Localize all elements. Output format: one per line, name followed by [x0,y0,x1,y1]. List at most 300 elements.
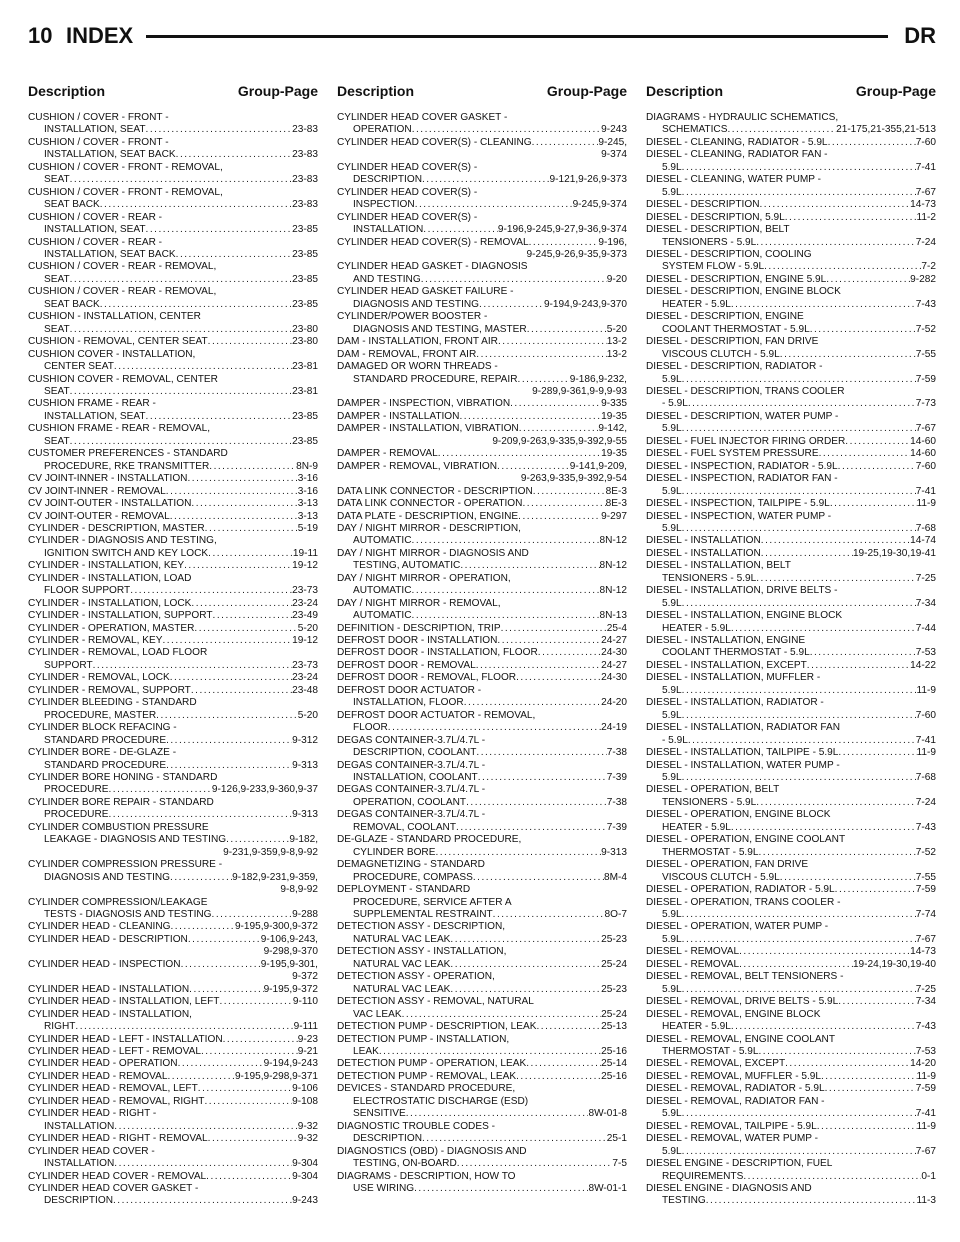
entry-text: LEAK [353,1045,379,1057]
entry-line [28,137,318,149]
dot-leader [422,174,550,186]
entry-page: 13-2 [606,348,627,360]
index-entry [28,162,318,187]
dot-leader [450,934,601,946]
entry-page: 7-53 [915,647,936,659]
entry-line [337,897,627,909]
dot-leader [189,984,263,996]
entry-text: CV JOINT-INNER - REMOVAL [28,485,166,497]
dot-leader [146,224,293,236]
entry-line [28,237,318,249]
index-column-1 [28,78,318,1208]
entry-page: 9-195,9-301, [260,958,318,970]
entry-page: 14-20 [910,1058,936,1070]
dot-leader [682,772,916,784]
entry-line [28,249,318,261]
entry-line [337,212,627,224]
entry-page: 7-41 [915,734,936,746]
entry-text: DIESEL - CLEANING, RADIATOR FAN - [646,149,828,161]
entry-line [28,585,318,597]
index-entry [337,635,627,647]
dot-leader [205,523,298,535]
entry-line [337,1096,627,1108]
entry-line [337,822,627,834]
entry-text: DATA PLATE - DESCRIPTION, ENGINE [337,510,519,522]
dot-leader [838,996,916,1008]
entry-page: 9-142, [598,423,627,435]
entry-text: CYLINDER COMBUSTION PRESSURE [28,821,209,833]
entry-text: 5.9L [662,1145,682,1157]
index-entry [646,224,936,249]
entry-line [646,585,936,597]
entry-text: CYLINDER - INSTALLATION, KEY [28,560,185,572]
entry-page: 7-44 [915,622,936,634]
entry-text: SEAT BACK [44,298,100,310]
entry-page: 11-9 [916,498,936,510]
entry-line [337,747,627,759]
entry-page: 24-30 [601,647,627,659]
index-entry [646,461,936,473]
entry-line [28,1195,318,1207]
entry-line [646,274,936,286]
entry-line [28,274,318,286]
entry-page: 9-106 [292,1083,318,1095]
entry-text: SEAT [44,323,70,335]
index-column-2 [337,78,627,1195]
entry-line [28,747,318,759]
entry-page: 7-38 [606,747,627,759]
index-entry [646,361,936,386]
entry-text: CYLINDER HEAD COVER - REMOVAL [28,1170,207,1182]
entry-page: 8E-3 [605,485,627,497]
column-header [646,78,936,104]
entry-text: DESCRIPTION, COOLANT [353,747,477,759]
entry-line [28,124,318,136]
entry-page: 5-20 [297,709,318,721]
entry-page: 9-243 [292,1195,318,1207]
entry-line [646,959,936,971]
entry-text: AUTOMATIC [353,585,412,597]
dot-leader [226,834,289,846]
entry-line [337,286,627,298]
entry-line [28,112,318,124]
dot-leader [206,1171,292,1183]
index-entry [646,1071,936,1083]
index-column-3 [646,78,936,1208]
entry-page: 24-19 [601,722,627,734]
dot-leader [838,747,916,759]
entry-page: 9-195,9-300,9-372 [234,921,318,933]
entry-line [646,461,936,473]
entry-line [337,971,627,983]
entry-text: TESTING, AUTOMATIC [353,560,461,572]
entry-line [646,473,936,485]
entry-text: SYSTEM FLOW - 5.9L [662,261,765,273]
index-entry [337,448,627,460]
dot-leader [450,984,601,996]
entry-line [646,1009,936,1021]
dot-leader [70,324,293,336]
entry-page: 9-108 [292,1095,318,1107]
dot-leader [518,511,601,523]
entry-text: DETECTION PUMP - OPERATION, LEAK [337,1058,527,1070]
entry-text: THERMOSTAT - 5.9L [662,846,759,858]
entry-text: CUSTOMER PREFERENCES - STANDARD [28,448,228,460]
entry-text: CYLINDER HEAD COVER(S) - REMOVAL [337,236,529,248]
header-rule [146,35,888,38]
entry-line [337,760,627,772]
entry-text: DAM - INSTALLATION, FRONT AIR [337,336,498,348]
index-entry [646,199,936,211]
index-entry [28,336,318,348]
entry-line [28,722,318,734]
entry-text: INSTALLATION, SEAT BACK [44,149,176,161]
entry-page: 8E-3 [605,498,627,510]
entry-page: 9-312 [292,734,318,746]
entry-line [28,822,318,834]
entry-text: DIESEL - CLEANING, RADIATOR - 5.9L [646,136,828,148]
entry-page: 23-85 [292,248,318,260]
entry-line [337,859,627,871]
entry-text: DIESEL - INSTALLATION [646,547,761,559]
index-entry [337,1146,627,1171]
entry-text: DEVICES - STANDARD PROCEDURE, [337,1083,516,1095]
entry-line [337,1108,627,1120]
entry-line [337,560,627,572]
entry-text: DIESEL - DESCRIPTION, 5.9L [646,211,785,223]
entry-page: 9-141,9-209, [569,460,627,472]
entry-line [28,448,318,460]
entry-line [337,411,627,423]
index-entry [337,162,627,187]
index-entry [646,1083,936,1095]
entry-text: ELECTROSTATIC DISCHARGE (ESD) [353,1095,529,1107]
index-entry [337,336,627,348]
index-entry [28,398,318,423]
entry-page: 7-74 [915,909,936,920]
entry-line [337,635,627,647]
entry-line [28,897,318,909]
entry-page-continued [337,436,627,448]
entry-page: 9-298,9-370 [263,946,318,958]
entry-text: CUSHION FRAME - REAR - REMOVAL, [28,423,211,435]
entry-line [646,884,936,896]
index-entry [337,735,627,760]
entry-page: 9-194,9-243 [263,1058,318,1070]
entry-text: CYLINDER HEAD GASKET FAILURE - [337,286,514,298]
index-entry [646,672,936,697]
entry-text: HEATER - 5.9L [662,622,731,634]
entry-line [337,1046,627,1058]
entry-line [646,436,936,448]
dot-leader [464,697,601,709]
entry-text: DIESEL - DESCRIPTION, FAN DRIVE [646,336,819,348]
dot-leader [682,1146,916,1158]
entry-line [337,448,627,460]
index-entry [646,274,936,286]
entry-text: INSTALLATION, SEAT [44,124,146,136]
entry-line [337,1071,627,1083]
entry-text: TENSIONERS - 5.9L [662,796,757,808]
entry-line [646,299,936,311]
index-entry [646,1183,936,1208]
entry-page: 7-73 [915,398,936,410]
index-entry [646,1009,936,1034]
dot-leader [682,710,916,722]
index-entry [28,1046,318,1058]
entry-text: FLOOR [353,722,388,734]
entry-line [646,1083,936,1095]
entry-line [337,1021,627,1033]
entry-page: 9-282 [910,273,936,285]
index-entry [646,1121,936,1133]
entry-text: DIESEL - INSTALLATION, BELT [646,560,791,572]
entry-text: DIESEL - OPERATION, RADIATOR - 5.9L [646,884,835,896]
entry-page: 8N-12 [599,535,627,547]
entry-line [337,274,627,286]
entry-line [337,1083,627,1095]
entry-text: CUSHION FRAME - REAR - [28,398,156,410]
dot-leader [731,299,916,311]
entry-text: CYLINDER - REMOVAL, LOAD FLOOR [28,647,208,659]
index-entry [646,859,936,884]
dot-leader [109,809,293,821]
index-entry [28,423,318,448]
entry-text: CYLINDER - DIAGNOSIS AND TESTING, [28,535,217,547]
entry-line [28,473,318,485]
column-header-description: Description [646,83,724,99]
entry-page: 9-209,9-263,9-335,9-392,9-55 [492,435,627,447]
entry-text: INSTALLATION, SEAT [44,410,146,422]
entry-line [646,1034,936,1046]
entry-text: 5.9L [662,161,682,173]
entry-page: 23-81 [292,385,318,397]
entry-line [337,872,627,884]
entry-page: 7-60 [915,136,936,148]
entry-line [337,722,627,734]
entry-text: DIESEL - REMOVAL, RADIATOR FAN - [646,1095,825,1107]
index-entry [337,1034,627,1059]
entry-text: DETECTION PUMP - INSTALLATION, [337,1033,510,1045]
entry-line [28,423,318,435]
entry-line [337,1171,627,1183]
index-entry [28,212,318,237]
entry-page: 9-32 [297,1133,318,1145]
dot-leader [764,261,921,273]
index-entry [646,386,936,411]
entry-line [28,361,318,373]
entry-page: 9-372 [292,971,318,983]
entry-page: 14-74 [910,535,936,547]
entry-text: VAC LEAK [353,1008,402,1020]
entry-line [646,797,936,809]
dot-leader [731,822,916,834]
entry-line [337,1158,627,1170]
index-entry [337,598,627,623]
dot-leader [780,349,916,361]
dot-leader [130,585,292,597]
index-entry [28,685,318,697]
entry-page: 9-8,9-92 [280,884,318,896]
entry-text: DAMPER - INSTALLATION, VIBRATION [337,423,519,435]
entry-line [646,722,936,734]
entry-text: DAMPER - INSPECTION, VIBRATION [337,398,511,410]
entry-text: CYLINDER HEAD COVER(S) - CLEANING [337,136,532,148]
entry-page: 14-60 [910,448,936,460]
index-entry [28,598,318,610]
entry-text: PROCEDURE, SERVICE AFTER A [353,896,512,908]
index-entry [28,573,318,598]
index-entry [28,498,318,510]
entry-text: AND TESTING [353,273,421,285]
entry-line [646,174,936,186]
entry-page: 7-59 [915,1083,936,1095]
entry-page: 7-41 [915,1108,936,1120]
entry-text: HEATER - 5.9L [662,821,731,833]
index-entry [337,660,627,672]
entry-page: 13-2 [606,336,627,348]
dot-leader [435,847,601,859]
entry-text: STANDARD PROCEDURE [44,734,167,746]
entry-line [646,548,936,560]
entry-page: 25-23 [601,983,627,995]
entry-text: DIESEL - DESCRIPTION, ENGINE BLOCK [646,286,841,298]
index-entries [337,112,627,1195]
entry-text: LEAKAGE - DIAGNOSIS AND TESTING [44,834,227,846]
entry-line [646,124,936,136]
entry-text: HEATER - 5.9L [662,298,731,310]
index-entry [337,1021,627,1033]
entry-line [337,784,627,796]
dot-leader [146,124,293,136]
index-entry [646,585,936,610]
entry-line [337,996,627,1008]
entry-text: CYLINDER HEAD COVER GASKET - [28,1182,199,1194]
dot-leader [518,374,570,386]
entry-line [646,311,936,323]
dot-leader [388,722,601,734]
entry-text: NATURAL VAC LEAK [353,933,451,945]
index-entries [28,112,318,1208]
entry-line [337,847,627,859]
dot-leader [756,573,916,585]
entry-text: DIESEL - OPERATION, TRANS COOLER - [646,896,841,908]
entry-text: - 5.9L [662,734,688,746]
entry-line [28,934,318,946]
entry-text: CYLINDER HEAD COVER(S) - [337,211,478,223]
index-entry [646,336,936,361]
entry-line [28,1096,318,1108]
entry-page: 7-25 [915,983,936,995]
dot-leader [75,1021,293,1033]
entry-text: DEGAS CONTAINER-3.7L/4.7L - [337,734,486,746]
entry-line [337,959,627,971]
index-entry [28,1058,318,1070]
entry-line [337,187,627,199]
entry-text: DETECTION ASSY - OPERATION, [337,971,495,983]
index-entry [337,398,627,410]
entry-text: DAMPER - REMOVAL [337,448,438,460]
entry-line [28,872,318,884]
entry-text: DIESEL - INSTALLATION, RADIATOR - [646,697,824,709]
dot-leader [706,1195,917,1207]
entry-text: CUSHION / COVER - FRONT - REMOVAL, [28,186,223,198]
entry-line [28,760,318,772]
entry-page: 19-35 [601,448,627,460]
entry-page: 7-60 [915,709,936,721]
entry-text: TESTING [662,1195,706,1207]
dot-leader [522,498,605,510]
entry-page: 23-24 [292,672,318,684]
entry-text: INSTALLATION, FLOOR [353,697,464,709]
entry-text: INSTALLATION [353,224,424,236]
index-entry [337,523,627,548]
entry-line [646,934,936,946]
entry-text: CYLINDER/POWER BOOSTER - [337,311,488,323]
entry-text: HEATER - 5.9L [662,1021,731,1033]
index-entry [337,137,627,162]
entry-text: CUSHION / COVER - REAR - [28,211,163,223]
entry-line [337,535,627,547]
index-entry [337,498,627,510]
entry-text: TESTS - DIAGNOSIS AND TESTING [44,909,212,920]
entry-line [28,336,318,348]
index-entry [337,548,627,573]
entry-page: 7-52 [915,323,936,335]
index-entry [28,349,318,374]
entry-text: DIESEL - REMOVAL, TAILPIPE - 5.9L [646,1120,817,1132]
page-number: 10 [28,23,53,48]
dot-leader [191,598,292,610]
entry-page: 5-20 [297,622,318,634]
dot-leader [181,959,261,971]
entry-page: 19-25,19-30,19-41 [852,547,936,559]
entry-line [28,187,318,199]
entry-page: 25-24 [601,958,627,970]
entry-text: 5.9L [662,597,682,609]
index-entry [646,212,936,224]
index-entry [646,635,936,660]
entry-text: DIESEL ENGINE - DIAGNOSIS AND [646,1182,812,1194]
index-entry [28,486,318,498]
dot-leader [406,1108,589,1120]
dot-leader [113,1195,292,1207]
index-entry [28,921,318,933]
index-entry [646,996,936,1008]
index-entry [337,672,627,684]
entry-page: 3-16 [297,485,318,497]
entry-text: DIESEL - DESCRIPTION, ENGINE [646,311,804,323]
entry-page: 23-73 [292,659,318,671]
index-entry [28,261,318,286]
dot-leader [476,349,607,361]
entry-line [28,1083,318,1095]
dot-leader [466,797,607,809]
index-entry [28,822,318,859]
dot-leader [213,610,293,622]
dot-leader [162,635,292,647]
dot-leader [682,187,916,199]
entry-page: 19-12 [292,635,318,647]
entry-text: DESCRIPTION [44,1195,113,1207]
index-entry [28,187,318,212]
entry-text: 5.9L [662,933,682,945]
entry-page: 9-111 [293,1021,318,1033]
dot-leader [838,461,916,473]
entry-text: SEAT [44,435,70,447]
entry-line [646,1121,936,1133]
index-entry [337,834,627,859]
